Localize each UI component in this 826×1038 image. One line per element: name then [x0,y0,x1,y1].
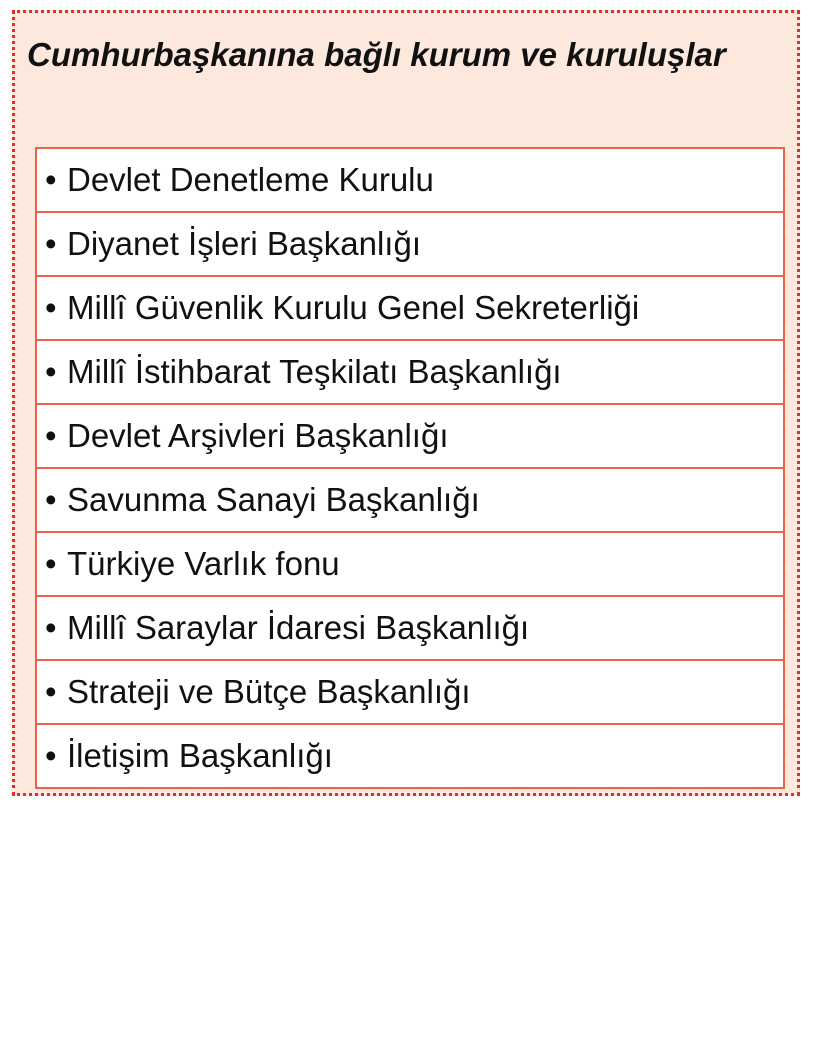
list-item-label: Savunma Sanayi Başkanlığı [67,481,480,518]
list-item [37,469,783,533]
bullet-icon: • [45,289,57,326]
list-item [37,341,783,405]
list-item-label: İletişim Başkanlığı [67,737,333,774]
institutions-list [35,147,785,789]
list-item-label: Diyanet İşleri Başkanlığı [67,225,421,262]
list-item-label: Millî İstihbarat Teşkilatı Başkanlığı [67,353,562,390]
list-item-label: Devlet Arşivleri Başkanlığı [67,417,449,454]
bullet-icon: • [45,161,57,198]
bullet-icon: • [45,353,57,390]
list-item [37,277,783,341]
list-item [37,213,783,277]
institutions-panel [12,10,800,796]
bullet-icon: • [45,545,57,582]
list-item [37,405,783,469]
bullet-icon: • [45,225,57,262]
list-item [37,597,783,661]
bullet-icon: • [45,609,57,646]
list-item-label: Strateji ve Bütçe Başkanlığı [67,673,471,710]
list-item [37,661,783,725]
list-item-label: Devlet Denetleme Kurulu [67,161,434,198]
bullet-icon: • [45,417,57,454]
panel-title: Cumhurbaşkanına bağlı kurum ve kuruluşlar [27,36,726,73]
bullet-icon: • [45,481,57,518]
list-item [37,149,783,213]
list-item-label: Millî Güvenlik Kurulu Genel Sekreterliği [67,289,640,326]
bullet-icon: • [45,673,57,710]
list-item-label: Millî Saraylar İdaresi Başkanlığı [67,609,530,646]
bullet-icon: • [45,737,57,774]
list-item [37,533,783,597]
list-item [37,725,783,787]
list-item-label: Türkiye Varlık fonu [67,545,340,582]
